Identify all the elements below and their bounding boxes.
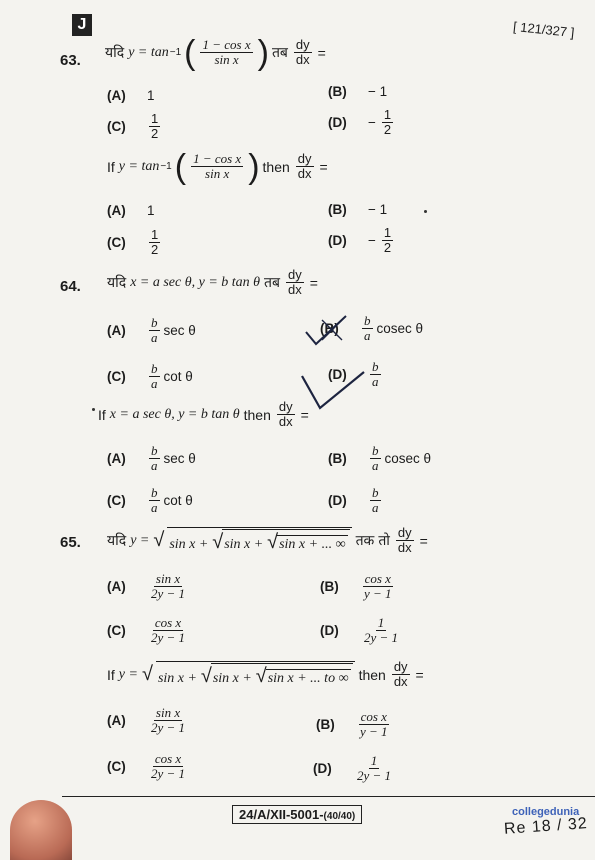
denominator: a [364, 328, 371, 343]
text-then: then [358, 666, 386, 683]
denominator: 2 [151, 126, 159, 141]
numerator: b [372, 485, 379, 500]
option-label: (B) [316, 717, 335, 732]
option-label: (C) [107, 119, 126, 134]
denominator: 2y − 1 [151, 586, 186, 601]
numerator: b [151, 485, 158, 500]
derivative [396, 526, 414, 555]
dx: dx [288, 282, 302, 297]
option-label: (D) [313, 761, 332, 776]
option-fraction [149, 616, 187, 645]
numerator: cos x [360, 709, 387, 724]
q65-english-option-d[interactable] [313, 754, 395, 783]
q65-hindi-option-d[interactable] [320, 616, 402, 645]
exponent: −1 [169, 47, 182, 58]
option-fraction [382, 108, 393, 137]
option-fraction [370, 486, 381, 515]
radical-sign: √ [141, 663, 153, 685]
option-fraction [149, 706, 187, 735]
question-65-english-stem [107, 660, 424, 689]
option-label: (C) [107, 623, 126, 638]
option-label: (D) [328, 115, 347, 130]
fraction [200, 38, 252, 67]
numerator: 1 [151, 111, 159, 126]
paper-code [232, 805, 362, 824]
radicand: sin x + [169, 537, 209, 552]
q65-english-option-a[interactable] [107, 706, 189, 735]
option-label: (D) [328, 233, 347, 248]
numerator: 1 [383, 225, 392, 240]
option-fraction [370, 444, 381, 473]
option-fraction [149, 316, 160, 345]
question-63-english-stem [107, 147, 328, 186]
radicand: sin x + ... ∞ [279, 537, 346, 552]
denominator: a [372, 374, 379, 389]
numerator: 1 [377, 615, 385, 630]
numerator: b [364, 313, 371, 328]
q65-hindi-option-c[interactable] [107, 616, 189, 645]
numerator: b [151, 361, 158, 376]
lhs: y = tan [128, 44, 169, 60]
denominator: sin x [214, 52, 239, 67]
numerator: b [151, 315, 158, 330]
handwritten-page-note: Re 18 / 32 [503, 815, 589, 838]
question-63-number: 63. [60, 52, 81, 69]
radical-sign: √ [200, 665, 212, 687]
denominator: a [372, 458, 379, 473]
q63-hindi-option-d[interactable] [328, 108, 395, 137]
question-63-hindi-stem [105, 33, 326, 72]
text-yadi: यदि [107, 274, 127, 290]
radicand: sin x + ... to ∞ [267, 671, 349, 686]
page-reference: [ 121/327 ] [512, 18, 576, 41]
option-fraction [362, 572, 394, 601]
expression: x = a sec θ, y = b tan θ [130, 274, 261, 290]
text-tak: तक [355, 532, 375, 548]
text-tab: तब [271, 44, 288, 60]
option-label: (D) [328, 493, 347, 508]
radical-sign: √ [212, 531, 224, 553]
question-65-hindi-stem [107, 526, 428, 555]
dy: dy [397, 525, 412, 540]
option-fraction [362, 616, 400, 645]
option-label: (A) [107, 88, 126, 103]
option-fraction [382, 226, 393, 255]
denominator: 2y − 1 [357, 768, 392, 783]
text-yadi: यदि [105, 44, 125, 60]
left-paren: ( [184, 33, 196, 72]
text-then: then [243, 406, 271, 423]
numerator: sin x [155, 571, 181, 586]
nested-radical [222, 529, 349, 554]
equals: = [317, 44, 326, 61]
dy: dy [295, 37, 310, 52]
q63-hindi-option-c[interactable] [107, 112, 162, 141]
dx: dx [397, 540, 412, 555]
derivative [286, 268, 304, 297]
denominator: 2y − 1 [151, 720, 186, 735]
q63-hindi-option-a[interactable] [107, 88, 155, 103]
option-fraction [149, 752, 187, 781]
denominator: 2y − 1 [364, 630, 399, 645]
equals: = [309, 274, 318, 291]
equals: = [415, 666, 424, 683]
q65-hindi-option-a[interactable] [107, 572, 189, 601]
stray-mark [92, 408, 95, 411]
q63-english-option-b[interactable] [328, 202, 387, 217]
numerator: cos x [364, 571, 391, 586]
radicand: sin x + [224, 537, 264, 552]
finger-in-frame [10, 800, 72, 860]
option-label: (A) [107, 203, 126, 218]
option-value: − 1 [368, 84, 388, 99]
option-label: (A) [107, 579, 126, 594]
dx: dx [393, 674, 408, 689]
function: cosec θ [376, 321, 424, 336]
denominator: a [151, 376, 158, 391]
function: cot θ [163, 493, 193, 508]
option-label: (D) [320, 623, 339, 638]
option-label: (C) [107, 369, 126, 384]
equals: = [419, 532, 428, 549]
denominator: 2 [151, 242, 159, 257]
denominator: 2 [383, 240, 392, 255]
paper-code-text: 24/A/XII-5001- [239, 807, 324, 822]
option-label: (B) [320, 579, 339, 594]
function: sec θ [163, 451, 196, 466]
numerator: sin x [155, 705, 181, 720]
option-value: 1 [147, 203, 155, 218]
right-paren: ) [248, 147, 260, 186]
nested-radical [156, 661, 355, 688]
function: cosec θ [384, 451, 432, 466]
q64-hindi-option-c[interactable] [107, 362, 193, 391]
option-fraction [149, 572, 187, 601]
dx: dx [295, 52, 310, 67]
option-label: (A) [107, 451, 126, 466]
option-fraction [370, 360, 381, 389]
lhs: y = tan [118, 158, 160, 174]
minus-sign: − [368, 115, 376, 130]
text-if: If [107, 158, 115, 175]
exponent: −1 [160, 161, 172, 172]
dy: dy [393, 659, 408, 674]
minus-sign: − [368, 233, 376, 248]
denominator: 2y − 1 [151, 630, 186, 645]
footer-rule [62, 796, 595, 797]
numerator: 1 [151, 227, 159, 242]
option-label: (D) [328, 367, 347, 382]
option-value: − 1 [368, 202, 388, 217]
option-label: (C) [107, 235, 126, 250]
numerator: cos x [154, 615, 182, 630]
option-label: (B) [328, 202, 347, 217]
denominator: 2y − 1 [151, 766, 186, 781]
q65-english-option-c[interactable] [107, 752, 189, 781]
q64-english-option-d[interactable] [328, 486, 383, 515]
denominator: sin x [205, 166, 230, 181]
radical-sign: √ [255, 665, 267, 687]
numerator: b [372, 443, 379, 458]
option-label: (B) [320, 321, 339, 336]
option-fraction [149, 228, 160, 257]
paper-code-small: (40/40) [323, 811, 356, 822]
question-65-number: 65. [60, 534, 81, 551]
text-then: then [262, 158, 290, 175]
denominator: a [151, 330, 158, 345]
fraction [191, 152, 243, 181]
q63-hindi-option-b[interactable] [328, 84, 387, 99]
watermark-logo: collegedunia [512, 806, 580, 818]
option-label: (A) [107, 713, 126, 728]
denominator: a [151, 458, 158, 473]
option-label: (A) [107, 323, 126, 338]
text-tab: तब [264, 274, 281, 290]
equals: = [300, 406, 309, 423]
question-64-english-stem [98, 400, 309, 429]
denominator: a [372, 500, 379, 515]
left-paren: ( [174, 147, 187, 186]
q64-english-option-b[interactable] [328, 444, 431, 473]
option-label: (C) [107, 759, 126, 774]
text-to: तो [378, 532, 390, 548]
derivative [277, 400, 295, 429]
option-fraction [355, 754, 393, 783]
q65-english-option-b[interactable] [316, 710, 392, 739]
equals: = [319, 158, 328, 175]
numerator: cos x [154, 751, 182, 766]
option-fraction [149, 112, 160, 141]
section-tag: J [72, 14, 92, 36]
text-if: If [107, 666, 115, 683]
q63-english-option-a[interactable] [107, 203, 155, 218]
right-paren: ) [257, 33, 269, 72]
derivative [296, 152, 314, 181]
option-fraction [358, 710, 390, 739]
derivative [294, 38, 312, 67]
q65-hindi-option-b[interactable] [320, 572, 396, 601]
dy: dy [288, 267, 302, 282]
dx: dx [278, 414, 293, 429]
radicand: sin x + [157, 671, 197, 686]
derivative [392, 660, 410, 689]
q63-english-option-d[interactable] [328, 226, 395, 255]
question-64-number: 64. [60, 278, 81, 295]
numerator: b [372, 359, 379, 374]
denominator: y − 1 [364, 586, 392, 601]
denominator: 2 [383, 122, 392, 137]
q63-english-option-c[interactable] [107, 228, 162, 257]
option-value: 1 [147, 88, 155, 103]
q64-english-option-c[interactable] [107, 486, 193, 515]
denominator: y − 1 [360, 724, 388, 739]
nested-radical [211, 663, 353, 688]
option-label: (C) [107, 493, 126, 508]
denominator: a [151, 500, 158, 515]
stray-mark [424, 210, 427, 213]
function: cot θ [163, 369, 193, 384]
option-fraction [149, 444, 160, 473]
numerator: 1 − cos x [202, 37, 251, 52]
radicand: sin x + [212, 671, 252, 686]
numerator: 1 − cos x [193, 151, 242, 166]
option-fraction [149, 486, 160, 515]
dy: dy [278, 399, 293, 414]
question-64-hindi-stem [107, 268, 318, 297]
numerator: 1 [383, 107, 392, 122]
dy: dy [297, 151, 312, 166]
handwritten-check-mark [302, 310, 352, 350]
text-if: If [98, 406, 106, 423]
numerator: b [151, 443, 158, 458]
lhs: y = [118, 666, 138, 682]
option-fraction [362, 314, 373, 343]
q64-hindi-option-a[interactable] [107, 316, 196, 345]
numerator: 1 [370, 753, 378, 768]
option-label: (B) [328, 451, 347, 466]
dx: dx [297, 166, 312, 181]
nested-radical [167, 527, 351, 554]
radical-sign: √ [267, 531, 279, 553]
lhs: y = [130, 532, 150, 548]
text-yadi: यदि [107, 532, 127, 548]
option-label: (B) [328, 84, 347, 99]
radical-sign: √ [153, 529, 165, 551]
function: sec θ [163, 323, 196, 338]
q64-english-option-a[interactable] [107, 444, 196, 473]
option-fraction [149, 362, 160, 391]
expression: x = a sec θ, y = b tan θ [109, 406, 240, 422]
